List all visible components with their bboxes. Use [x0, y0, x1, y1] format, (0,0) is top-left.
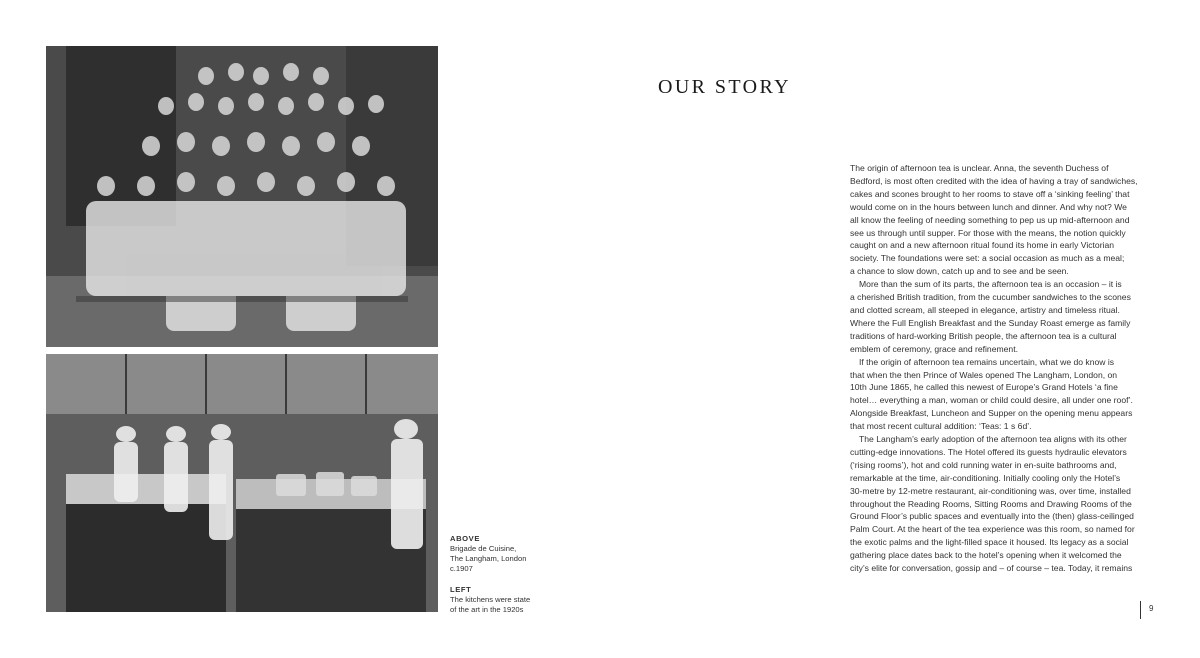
caption-above-line: Brigade de Cuisine, — [450, 544, 517, 553]
body-text-line: Ground Floor’s public spaces and eventually into the (then) glass-ceilinged — [850, 511, 1134, 522]
body-text-line: would come on in the hours between lunch and dinner. And why not? We — [850, 201, 1127, 212]
brigade-photo — [46, 46, 438, 347]
kitchen-photo — [46, 354, 438, 612]
body-text-line: emblem of ceremony, grace and refinement. — [850, 343, 1018, 354]
body-text-line: hotel… everything a man, woman or child could desire, all under one roof’. — [850, 395, 1133, 406]
body-text-line: remarkable at the time, air-conditioning. Initially cooling only the Hotel’s — [850, 472, 1121, 483]
body-text-line: traditions of hard-working British people, the afternoon tea is a cultural — [850, 330, 1117, 341]
body-text-line: throughout the Reading Rooms, Sitting Rooms and Drawing Rooms of the — [850, 498, 1132, 509]
body-text-line: cutting-edge innovations. The Hotel offered its guests hydraulic elevators — [850, 446, 1127, 457]
body-text-line: city’s elite for conversation, gossip and – of course – tea. Today, it remains — [850, 563, 1133, 574]
body-text-line: the exotic palms and the light-filled space it housed. Its legacy as a social — [850, 537, 1129, 548]
caption-left — [450, 585, 530, 615]
caption-left-line: of the art in the 1920s — [450, 605, 524, 614]
body-text-line: gathering place dates back to the hotel’s opening when it welcomed the — [850, 550, 1122, 561]
caption-above-line: The Langham, London — [450, 554, 527, 563]
body-text-line: and clotted scream, all steeped in elegance, artistry and timeless ritual. — [850, 304, 1120, 315]
caption-left-line: The kitchens were state — [450, 595, 531, 604]
caption-left-heading: LEFT — [450, 585, 472, 594]
page-number-rule — [1140, 601, 1141, 619]
body-text-line: cakes and scones brought to her rooms to stave off a ‘sinking feeling’ that — [850, 188, 1130, 199]
body-text-line: More than the sum of its parts, the afternoon tea is an occasion – it is — [859, 279, 1122, 290]
body-text-line: The Langham’s early adoption of the afternoon tea aligns with its other — [859, 434, 1127, 445]
body-text-line: society. The foundations were set: a social occasion as much as a meal; — [850, 253, 1125, 264]
body-text-line: Where the Full English Breakfast and the Sunday Roast emerge as family — [850, 317, 1131, 328]
caption-above-line: c.1907 — [450, 564, 473, 573]
body-text-line: caught on and a new afternoon ritual found its home in early Victorian — [850, 240, 1115, 251]
body-text-line: that most recent cultural addition: ‘Teas: 1 s 6d’. — [850, 421, 1032, 432]
body-text-line: Alongside Breakfast, Luncheon and Supper on the opening menu appears — [850, 408, 1133, 419]
body-text-line: The origin of afternoon tea is unclear. Anna, the seventh Duchess of — [850, 163, 1109, 173]
body-text-line: that when the then Prince of Wales opened The Langham, London, on — [850, 369, 1118, 380]
body-text-line: 30-metre by 12-metre restaurant, air-conditioning was, over time, installed — [850, 485, 1131, 496]
body-text-line: If the origin of afternoon tea remains uncertain, what we do know is — [859, 356, 1115, 367]
body-text-line: a cherished British tradition, from the cucumber sandwiches to the scones — [850, 292, 1131, 303]
caption-above — [450, 534, 526, 574]
page-title: OUR STORY — [658, 76, 791, 98]
kitchen-photo-art — [46, 354, 438, 612]
body-text-line: all know the feeling of needing something to pep us up mid-afternoon and — [850, 214, 1130, 225]
body-text-line: a chance to slow down, catch up and to see and be seen. — [850, 266, 1069, 277]
caption-above-heading: ABOVE — [450, 534, 481, 543]
body-text — [850, 162, 1160, 575]
body-text-line: Palm Court. At the heart of the tea experience was this room, so named for — [850, 524, 1135, 535]
page-number: 9 — [1149, 604, 1154, 613]
brigade-photo-art — [46, 46, 438, 347]
body-text-line: 10th June 1865, he called this newest of Europe’s Grand Hotels ‘a fine — [850, 382, 1118, 393]
body-text-line: (‘rising rooms’), hot and cold running water in en-suite bathrooms and, — [850, 459, 1117, 470]
body-text-line: Bedford, is most often credited with the idea of having a tray of sandwiches, — [850, 175, 1138, 186]
body-text-line: see us through until supper. For those with the means, the notion quickly — [850, 227, 1126, 238]
